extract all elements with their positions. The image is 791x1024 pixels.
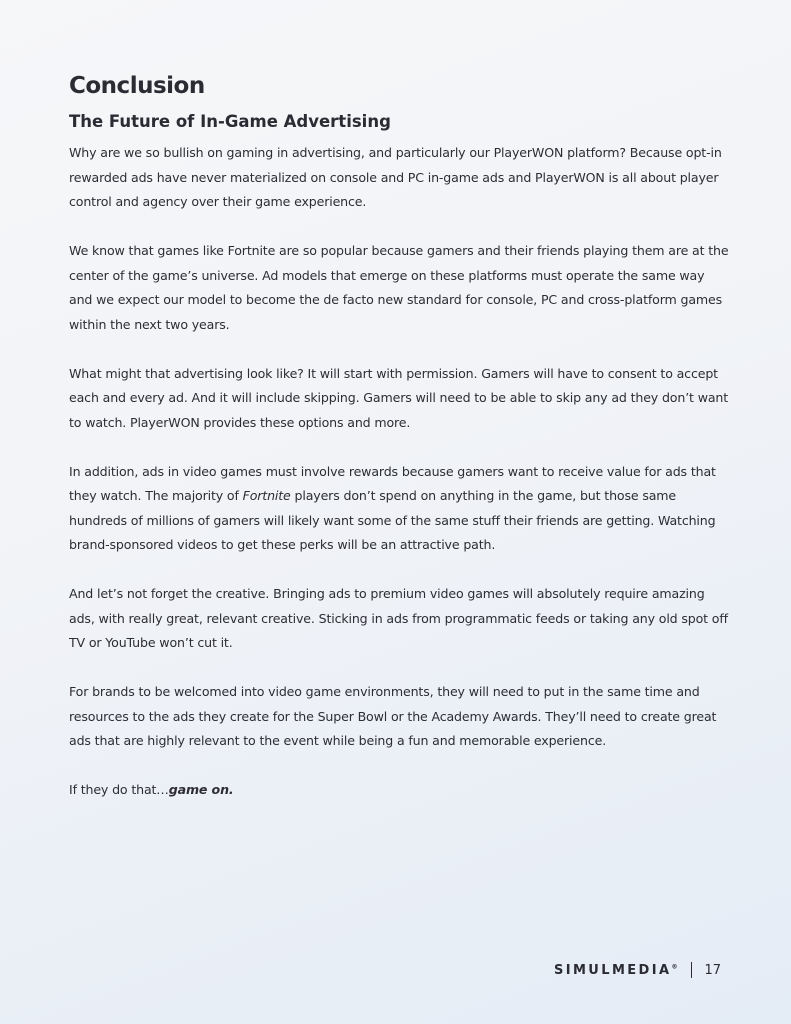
section-subtitle: The Future of In-Game Advertising (69, 112, 391, 131)
paragraph-3: What might that advertising look like? It will start with permission. Gamers will have to consent to accept each and every ad. And it will include skipping. Gamers will need to be able to skip any ad they don’t want to watch. PlayerWON provides these options and more. (69, 365, 729, 430)
page-number: 17 (704, 962, 721, 978)
closing-emphasis: game on. (168, 782, 234, 797)
page-title: Conclusion (69, 73, 205, 99)
paragraph-6: For brands to be welcomed into video game environments, they will need to put in the same time and resources to the ads they create for the Super Bowl or the Academy Awards. They’ll need to create great ads that are highly relevant to the event while being a fun and memorable experience. (69, 684, 717, 748)
paragraph-2: We know that games like Fortnite are so popular because gamers and their friends playing them are at the center of the game’s universe. Ad models that emerge on these platforms must operate the same way and we expect our model to become the de facto new standard for console, PC and cross-platform games within the next two years. (69, 243, 729, 332)
fortnite-italic: Fortnite (242, 488, 291, 503)
paragraph-4 (69, 460, 729, 558)
footer-divider (691, 962, 692, 978)
closing-text: If they do that… (69, 782, 169, 797)
body-text (69, 141, 729, 803)
paragraph-4-text-a: In addition, ads in video games must involve rewards because gamers want to receive value for ads that they watch. The majority of (69, 463, 716, 503)
page-footer (554, 962, 721, 978)
paragraph-5: And let’s not forget the creative. Bringing ads to premium video games will absolutely require amazing ads, with really great, relevant creative. Sticking in ads from programmatic feeds or taking any old spot off TV or YouTube won’t cut it. (69, 586, 728, 650)
paragraph-1: Why are we so bullish on gaming in advertising, and particularly our PlayerWON platform? Because opt-in rewarded ads have never materialized on console and PC in-game ads and PlayerWON is all about player control and agency over their game experience. (69, 145, 722, 209)
paragraph-4-text-b: players don’t spend on anything in the game, but those same hundreds of millions of gamers will likely want some of the same stuff their friends are getting. Watching brand-sponsored videos to get these perks will be an attractive path. (69, 488, 716, 552)
paragraph-7 (69, 778, 729, 803)
trademark-symbol: ® (671, 963, 678, 971)
logo-text: SIMULMEDIA (553, 962, 672, 978)
document-page (69, 70, 729, 827)
simulmedia-logo (554, 963, 677, 978)
